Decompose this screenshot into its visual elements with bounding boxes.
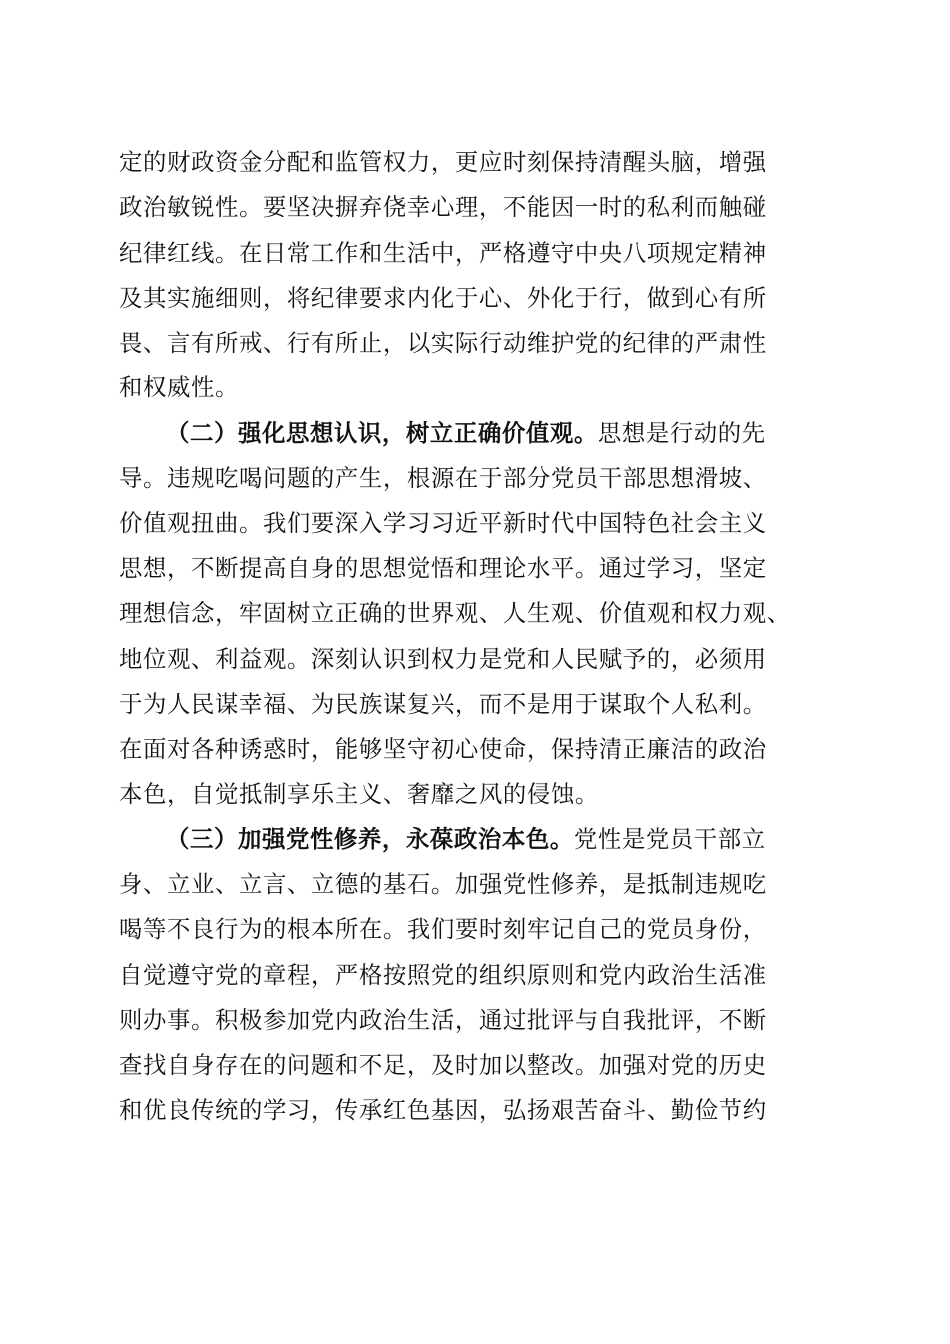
text-line: 价值观扭曲。我们要深入学习习近平新时代中国特色社会主义 [119,509,767,537]
text-line: 纪律红线。在日常工作和生活中，严格遵守中央八项规定精神 [119,239,767,267]
text-line: 于为人民谋幸福、为民族谋复兴，而不是用于谋取个人私利。 [119,690,767,718]
text-line [166,418,886,448]
text-line: 和权威性。 [119,373,239,401]
text-line: 及其实施细则，将纪律要求内化于心、外化于行，做到心有所 [119,284,767,312]
text-line: 查找自身存在的问题和不足，及时加以整改。加强对党的历史 [119,1051,767,1079]
text-line: 则办事。积极参加党内政治生活，通过批评与自我批评，不断 [119,1006,767,1034]
text-line: 定的财政资金分配和监管权力，更应时刻保持清醒头脑，增强 [119,148,767,176]
text-line: 理想信念，牢固树立正确的世界观、人生观、价值观和权力观、 [119,599,791,627]
text-line: 政治敏锐性。要坚决摒弃侥幸心理，不能因一时的私利而触碰 [119,193,767,221]
text-line: 畏、言有所戒、行有所止，以实际行动维护党的纪律的严肃性 [119,329,767,357]
text-line [166,824,886,854]
text-line: 地位观、利益观。深刻认识到权力是党和人民赋予的，必须用 [119,645,767,673]
text-line: 本色，自觉抵制享乐主义、奢靡之风的侵蚀。 [119,780,599,808]
text-line: 和优良传统的学习，传承红色基因，弘扬艰苦奋斗、勤俭节约 [119,1096,767,1124]
text-segment: 思想是行动的先 [597,419,766,447]
text-line: 喝等不良行为的根本所在。我们要时刻牢记自己的党员身份， [119,915,767,943]
text-line: 自觉遵守党的章程，严格按照党的组织原则和党内政治生活准 [119,961,767,989]
text-line: 身、立业、立言、立德的基石。加强党性修养，是抵制违规吃 [119,870,767,898]
section-heading: （二）强化思想认识，树立正确价值观。 [166,419,598,447]
section-heading: （三）加强党性修养，永葆政治本色。 [166,825,574,853]
text-line: 思想，不断提高自身的思想觉悟和理论水平。通过学习，坚定 [119,554,767,582]
text-line: 在面对各种诱惑时，能够坚守初心使命，保持清正廉洁的政治 [119,735,767,763]
text-line: 导。违规吃喝问题的产生，根源在于部分党员干部思想滑坡、 [119,464,767,492]
text-segment: 党性是党员干部立 [573,825,766,853]
